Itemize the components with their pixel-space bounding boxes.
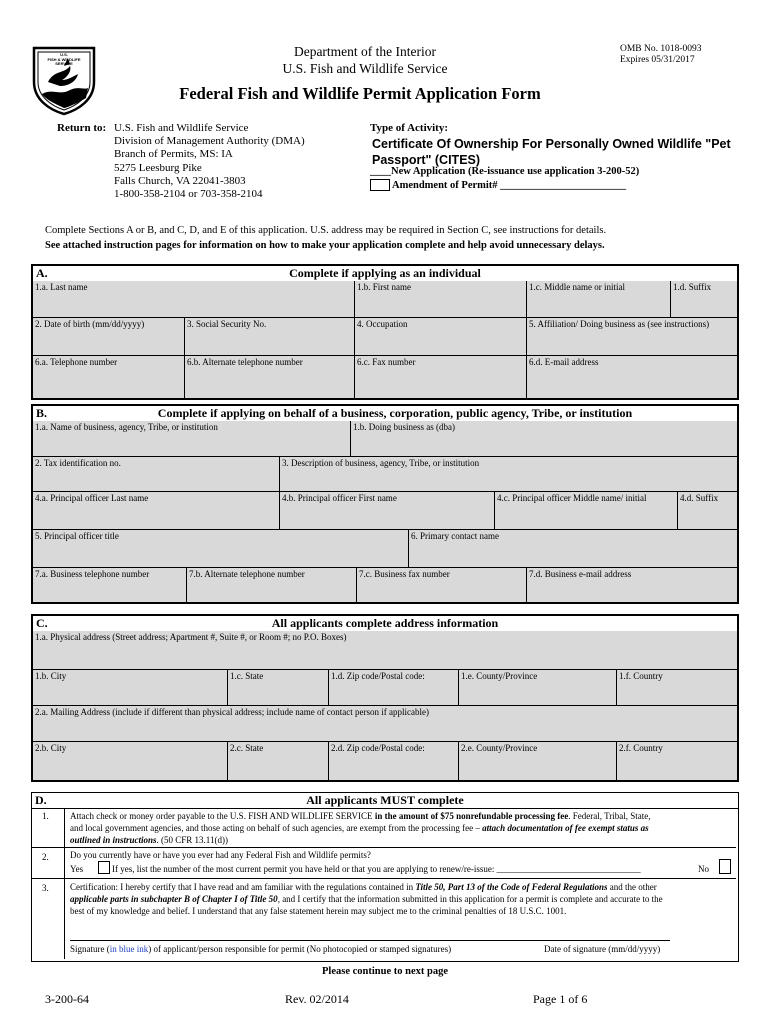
field-b-email[interactable]: 7.d. Business e-mail address: [527, 568, 737, 602]
field-b-officer-last-name[interactable]: 4.a. Principal officer Last name: [33, 492, 280, 530]
item-2-no-label: No: [698, 864, 709, 874]
field-a-affiliation[interactable]: 5. Affiliation/ Doing business as (see instructions): [527, 318, 737, 356]
item-1-line2: and local government agencies, and those acting on behalf of such agencies, are exempt from the processing fee –: [70, 823, 483, 833]
date-caption: Date of signature (mm/dd/yyyy): [544, 944, 661, 954]
amendment-checkbox[interactable]: [370, 179, 390, 191]
return-line-1: U.S. Fish and Wildlife Service: [114, 122, 249, 134]
field-b-primary-contact[interactable]: 6. Primary contact name: [409, 530, 737, 568]
item-2-permit-number-line[interactable]: If yes, list the number of the most current permit you have held or that you are applying to renew/re-issue: ________________________________: [112, 864, 641, 874]
item-1-text: [70, 810, 734, 846]
signature-line[interactable]: [70, 940, 670, 941]
section-a: [31, 264, 739, 400]
section-b: [31, 404, 739, 604]
field-a-fax[interactable]: 6.c. Fax number: [355, 356, 527, 398]
agency-logo: [30, 44, 98, 116]
item-3-text-e: , and I certify that the information submitted in this application for a permit is complete and accurate to the: [277, 894, 663, 904]
section-d-title: All applicants MUST complete: [306, 793, 464, 807]
field-c-county[interactable]: 1.e. County/Province: [459, 670, 617, 706]
logo-text-bot: SERVICE: [55, 61, 73, 66]
section-d-letter: D.: [35, 793, 47, 807]
page-number: Page 1 of 6: [533, 992, 588, 1006]
continue-note: Please continue to next page: [322, 966, 448, 977]
divider-1: [65, 847, 736, 848]
field-c-physical-address[interactable]: 1.a. Physical address (Street address; Apartment #, Suite #, or Room #; no P.O. Boxes): [33, 631, 737, 670]
field-c-mailing-county[interactable]: 2.e. County/Province: [459, 742, 617, 780]
section-a-letter: A.: [36, 266, 48, 280]
form-title: Federal Fish and Wildlife Permit Application Form: [179, 84, 541, 103]
item-3-text-c: and the other: [607, 882, 657, 892]
signature-caption-a: Signature (: [70, 944, 110, 954]
item-2-no-checkbox[interactable]: [719, 859, 731, 874]
form-number: 3-200-64: [45, 992, 89, 1006]
item-1-number: 1.: [42, 811, 49, 821]
logo-text-mid: FISH & WILDLIFE: [47, 56, 81, 62]
agency-line: U.S. Fish and Wildlife Service: [282, 61, 448, 76]
item-3-subchapter: applicable parts in subchapter B of Chapter I of Title 50: [70, 894, 278, 904]
section-c-letter: C.: [36, 616, 48, 630]
item-1-line2-emph: attach documentation of fee exempt status as: [482, 823, 649, 833]
field-a-email[interactable]: 6.d. E-mail address: [527, 356, 737, 398]
field-c-mailing-zip[interactable]: 2.d. Zip code/Postal code:: [329, 742, 459, 780]
field-b-business-phone[interactable]: 7.a. Business telephone number: [33, 568, 187, 602]
field-a-occupation[interactable]: 4. Occupation: [355, 318, 527, 356]
field-a-suffix[interactable]: 1.d. Suffix: [671, 281, 737, 318]
return-to-label: Return to:: [57, 122, 107, 134]
logo-text-top: U.S.: [60, 52, 68, 57]
activity-name-line-1: Certificate Of Ownership For Personally Owned Wildlife "Pet: [372, 137, 731, 151]
instructions-line-1: Complete Sections A or B, and C, D, and E of this application. U.S. address may be required in Section C, see instructions for details.: [45, 225, 607, 236]
instructions-line-2: See attached instruction pages for information on how to make your application complete and help avoid unnecessary delays.: [45, 240, 605, 251]
item-3-cfr: Title 50, Part 13 of the Code of Federal Regulations: [415, 882, 608, 892]
revision: Rev. 02/2014: [285, 992, 349, 1006]
new-application-label: New Application (Re-issuance use application 3-200-52): [391, 166, 640, 177]
department-line: Department of the Interior: [293, 44, 437, 59]
item-1-line3-emph: outlined in instructions: [70, 835, 157, 845]
item-2-yes-label: Yes: [70, 864, 84, 874]
section-c: [31, 614, 739, 782]
item-1-text-c: . Federal, Tribal, State,: [568, 811, 651, 821]
field-b-officer-first-name[interactable]: 4.b. Principal officer First name: [280, 492, 495, 530]
field-c-mailing-address[interactable]: 2.a. Mailing Address (include if different than physical address; include name of contact person if applicable): [33, 706, 737, 742]
return-line-5: Falls Church, VA 22041-3803: [114, 174, 246, 187]
field-c-mailing-state[interactable]: 2.c. State: [228, 742, 329, 780]
field-a-last-name[interactable]: 1.a. Last name: [33, 281, 355, 318]
section-c-title: All applicants complete address information: [271, 616, 499, 630]
field-c-zip[interactable]: 1.d. Zip code/Postal code:: [329, 670, 459, 706]
signature-caption: [70, 943, 451, 955]
omb-number: OMB No. 1018-0093: [620, 44, 702, 54]
section-d: [31, 792, 739, 962]
field-c-city[interactable]: 1.b. City: [33, 670, 228, 706]
item-1-text-a: Attach check or money order payable to the U.S. FISH AND WILDLIFE SERVICE: [70, 811, 375, 821]
field-b-fax[interactable]: 7.c. Business fax number: [357, 568, 527, 602]
signature-caption-b: ) of applicant/person responsible for permit (No photocopied or stamped signatures): [148, 944, 452, 954]
field-a-ssn[interactable]: 3. Social Security No.: [185, 318, 355, 356]
return-line-6: 1-800-358-2104 or 703-358-2104: [114, 188, 263, 201]
field-a-telephone[interactable]: 6.a. Telephone number: [33, 356, 185, 398]
field-b-officer-title[interactable]: 5. Principal officer title: [33, 530, 409, 568]
section-b-letter: B.: [36, 406, 48, 420]
field-c-mailing-country[interactable]: 2.f. Country: [617, 742, 737, 780]
field-b-officer-middle-name[interactable]: 4.c. Principal officer Middle name/ initial: [495, 492, 678, 530]
field-a-dob[interactable]: 2. Date of birth (mm/dd/yyyy): [33, 318, 185, 356]
field-a-middle-name[interactable]: 1.c. Middle name or initial: [527, 281, 671, 318]
field-b-business-name[interactable]: 1.a. Name of business, agency, Tribe, or institution: [33, 421, 351, 457]
field-b-description[interactable]: 3. Description of business, agency, Tribe, or institution: [280, 457, 737, 492]
new-application-blank[interactable]: ____: [370, 166, 391, 177]
field-a-first-name[interactable]: 1.b. First name: [355, 281, 527, 318]
item-3-text-f: best of my knowledge and belief. I understand that any false statement herein may subject me to the criminal penalties of 18 U.S.C. 1001.: [70, 906, 567, 916]
field-b-dba[interactable]: 1.b. Doing business as (dba): [351, 421, 737, 457]
number-column-divider: [64, 808, 65, 959]
expiration-date: Expires 05/31/2017: [620, 55, 695, 65]
field-b-officer-suffix[interactable]: 4.d. Suffix: [678, 492, 737, 530]
item-1-line3: . (50 CFR 13.11(d)): [156, 835, 228, 845]
return-line-4: 5275 Leesburg Pike: [114, 161, 202, 174]
field-c-mailing-city[interactable]: 2.b. City: [33, 742, 228, 780]
field-a-alt-telephone[interactable]: 6.b. Alternate telephone number: [185, 356, 355, 398]
item-2-question: Do you currently have or have you ever had any Federal Fish and Wildlife permits?: [70, 850, 371, 860]
section-a-title: Complete if applying as an individual: [289, 266, 481, 280]
return-address: [114, 122, 305, 201]
item-1-fee: in the amount of $75 nonrefundable processing fee: [374, 811, 569, 821]
blue-ink-text: in blue ink: [109, 944, 149, 954]
item-2-yes-checkbox[interactable]: [98, 861, 110, 874]
item-2-number: 2.: [42, 852, 49, 862]
return-line-2: Division of Management Authority (DMA): [114, 135, 305, 148]
item-3-text: [70, 881, 734, 917]
item-3-number: 3.: [42, 883, 49, 893]
item-3-text-a: Certification: I hereby certify that I have read and am familiar with the regulations contained in: [70, 882, 416, 892]
amendment-label: Amendment of Permit# ________________________: [392, 180, 627, 191]
field-c-state[interactable]: 1.c. State: [228, 670, 329, 706]
section-b-title: Complete if applying on behalf of a business, corporation, public agency, Tribe, or institution: [157, 406, 633, 420]
activity-label: Type of Activity:: [370, 122, 449, 134]
field-b-tax-id[interactable]: 2. Tax identification no.: [33, 457, 280, 492]
activity-name-line-2: Passport" (CITES): [372, 153, 481, 167]
field-b-alt-phone[interactable]: 7.b. Alternate telephone number: [187, 568, 357, 602]
field-c-country[interactable]: 1.f. Country: [617, 670, 737, 706]
divider-2: [32, 878, 736, 879]
return-line-3: Branch of Permits, MS: IA: [114, 148, 233, 161]
